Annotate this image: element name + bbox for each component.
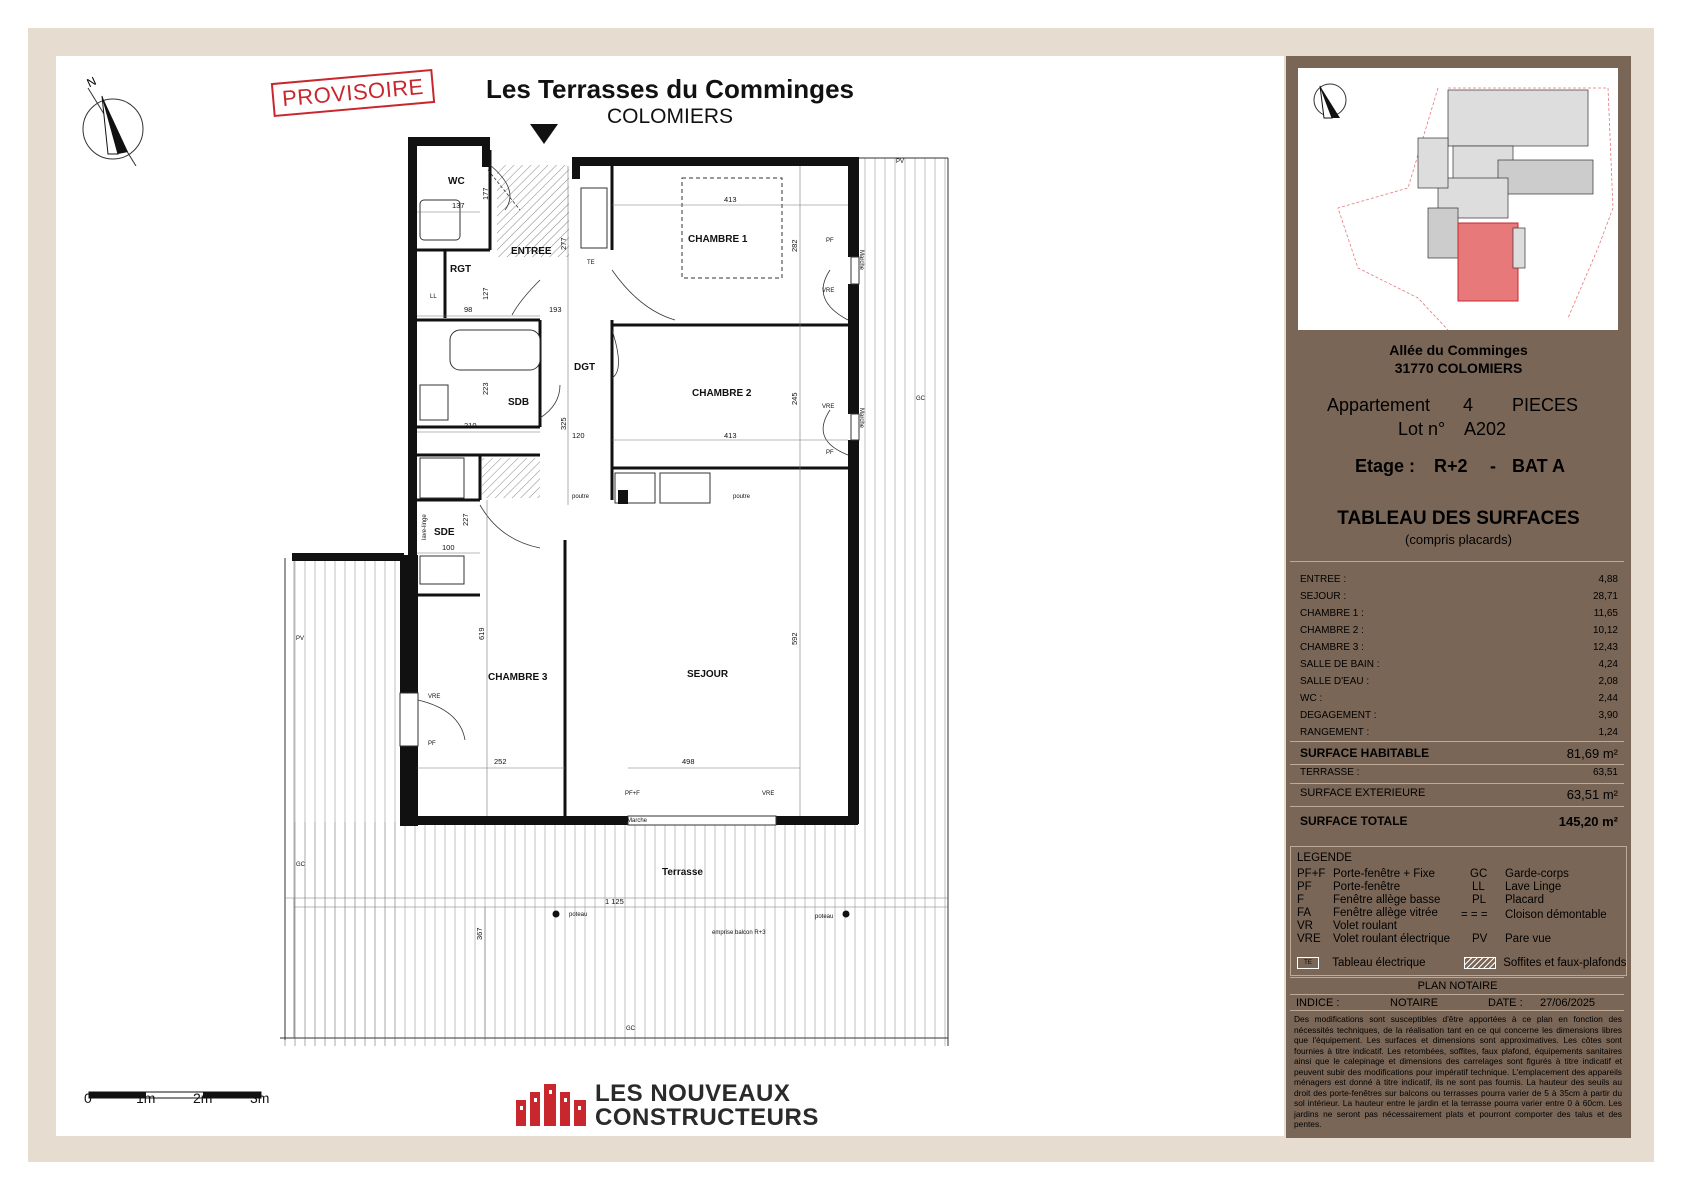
room-sde: SDE xyxy=(434,527,455,538)
te-icon: TE xyxy=(1297,957,1319,969)
terrace-east xyxy=(858,158,948,822)
logo-text: LES NOUVEAUX CONSTRUCTEURS xyxy=(595,1080,819,1131)
note-gc-south: GC xyxy=(626,1026,635,1032)
legend-code: PL xyxy=(1472,894,1487,906)
logo-icon xyxy=(514,1082,590,1128)
dim-177: 177 xyxy=(481,187,490,200)
note-pv-west: PV xyxy=(296,636,305,642)
scale-label-3m: 3m xyxy=(250,1090,270,1106)
legend-code: PF xyxy=(1297,881,1312,893)
etage-value: R+2 xyxy=(1434,456,1468,476)
address-line1: Allée du Comminges xyxy=(1389,342,1528,358)
note-vre-c1: VRE xyxy=(822,288,835,294)
room-chambre1: CHAMBRE 1 xyxy=(688,234,748,245)
dim-277: 277 xyxy=(559,237,568,250)
dim-227: 227 xyxy=(461,513,470,526)
terrasse-row: TERRASSE : 63,51 xyxy=(1300,767,1618,778)
legend-title: LEGENDE xyxy=(1297,852,1352,864)
dim-498: 498 xyxy=(682,757,695,766)
note-pf-c1: PF xyxy=(826,238,834,244)
note-marche-c1: Marche xyxy=(858,250,864,271)
surface-row: SEJOUR : 28,71 xyxy=(1300,591,1618,602)
lot-label: Lot n° xyxy=(1398,419,1446,439)
legend-text: Pare vue xyxy=(1505,933,1552,945)
note-vre-c3: VRE xyxy=(428,694,441,700)
note-marche-sejour: Marche xyxy=(627,818,648,824)
legend-code: VR xyxy=(1297,920,1313,932)
room-sejour: SEJOUR xyxy=(687,669,729,680)
room-rgt: RGT xyxy=(450,264,472,275)
dim-98: 98 xyxy=(464,305,473,314)
legend-code: PV xyxy=(1472,933,1488,945)
provisoire-stamp: PROVISOIRE xyxy=(271,69,435,117)
legend-code: LL xyxy=(1472,881,1485,893)
scale-label-2m: 2m xyxy=(193,1090,213,1106)
apartment-pieces: 4 xyxy=(1463,395,1474,415)
note-poteau-1: poteau xyxy=(569,912,588,918)
note-ll: LL xyxy=(430,294,437,300)
etage-sep: - xyxy=(1490,456,1496,476)
legend-text: Fenêtre allège vitrée xyxy=(1333,907,1438,919)
surface-habitable-row: SURFACE HABITABLE 81,69 m² xyxy=(1300,746,1618,761)
soffite-sdb xyxy=(482,458,540,498)
legend-te: TE Tableau électrique xyxy=(1297,957,1426,969)
terrace-south xyxy=(280,822,948,1046)
dim-592: 592 xyxy=(790,632,799,645)
note-te: TE xyxy=(587,260,595,266)
surface-exterieure-row: SURFACE EXTERIEURE 63,51 m² xyxy=(1300,787,1618,802)
legend-text: Porte-fenêtre + Fixe xyxy=(1333,868,1435,880)
project-city: COLOMIERS xyxy=(606,105,734,128)
apartment-label: Appartement xyxy=(1327,395,1431,415)
scale-label-1m: 1m xyxy=(136,1090,156,1106)
note-pf-c3: PF xyxy=(428,741,436,747)
dim-367: 367 xyxy=(475,927,484,940)
surface-row: ENTREE : 4,88 xyxy=(1300,574,1618,585)
surface-totale-row: SURFACE TOTALE 145,20 m² xyxy=(1300,814,1618,829)
legend-code: VRE xyxy=(1297,933,1321,945)
surface-row: SALLE D'EAU : 2,08 xyxy=(1300,676,1618,687)
address-line2: 31770 COLOMIERS xyxy=(1394,360,1523,376)
note-poutre-1: poutre xyxy=(572,494,590,500)
room-terrasse: Terrasse xyxy=(662,867,703,878)
dim-325: 325 xyxy=(559,417,568,430)
room-wc: WC xyxy=(448,176,465,187)
plan-notaire: PLAN NOTAIRE xyxy=(1417,980,1498,992)
etage-label: Etage : xyxy=(1355,456,1416,476)
dim-252: 252 xyxy=(494,757,507,766)
note-vre-sejour: VRE xyxy=(762,791,775,797)
legend-text: Lave Linge xyxy=(1505,881,1562,893)
etage-bat: BAT A xyxy=(1512,456,1565,476)
dim-282: 282 xyxy=(790,239,799,252)
surfaces-title: TABLEAU DES SURFACES xyxy=(1337,508,1580,529)
scale-label-0: 0 xyxy=(84,1090,92,1106)
legend-text: Fenêtre allège basse xyxy=(1333,894,1441,906)
dim-619: 619 xyxy=(477,627,486,640)
hatch-icon xyxy=(1464,957,1496,969)
site-plan-graphic xyxy=(1298,68,1618,330)
surface-row: SALLE DE BAIN : 4,24 xyxy=(1300,659,1618,670)
legend-code: GC xyxy=(1470,868,1488,880)
lot-value: A202 xyxy=(1464,419,1507,439)
note-emprise: emprise balcon R+3 xyxy=(712,930,766,936)
dim-127: 127 xyxy=(481,287,490,300)
project-title: Les Terrasses du Comminges xyxy=(486,74,854,104)
room-sdb: SDB xyxy=(508,397,530,408)
surface-row: RANGEMENT : 1,24 xyxy=(1300,727,1618,738)
dim-223: 223 xyxy=(481,382,490,395)
selected-lot xyxy=(1458,223,1518,301)
site-minimap xyxy=(1298,68,1618,330)
legend-code: PF+F xyxy=(1297,868,1326,880)
apartment-pieces-label: PIECES xyxy=(1512,395,1579,415)
note-pv-east: PV xyxy=(896,159,905,165)
legend-text: Cloison démontable xyxy=(1505,909,1607,921)
dim-413-top: 413 xyxy=(724,195,737,204)
legend-code: = = = xyxy=(1461,909,1488,921)
room-dgt: DGT xyxy=(574,362,596,373)
scale-bar xyxy=(88,1088,263,1100)
north-arrow-icon xyxy=(78,74,148,166)
note-vre-c2: VRE xyxy=(822,404,835,410)
legend-text: Volet roulant électrique xyxy=(1333,933,1450,945)
note-lave-linge: lave-linge xyxy=(422,514,428,540)
room-chambre3: CHAMBRE 3 xyxy=(488,672,548,683)
surface-row: CHAMBRE 1 : 11,65 xyxy=(1300,608,1618,619)
room-chambre2: CHAMBRE 2 xyxy=(692,388,752,399)
surface-row: CHAMBRE 2 : 10,12 xyxy=(1300,625,1618,636)
dim-210: 210 xyxy=(464,421,477,430)
dim-120: 120 xyxy=(572,431,585,440)
surfaces-subtitle: (compris placards) xyxy=(1405,532,1512,547)
note-gc-west: GC xyxy=(296,862,305,868)
north-label: N xyxy=(84,74,99,91)
legend-text: Placard xyxy=(1505,894,1544,906)
legend-code: F xyxy=(1297,894,1305,906)
note-marche-c2: Marche xyxy=(858,408,864,429)
surface-row: WC : 2,44 xyxy=(1300,693,1618,704)
surface-row: CHAMBRE 3 : 12,43 xyxy=(1300,642,1618,653)
note-poutre-2: poutre xyxy=(733,494,751,500)
legend-code: FA xyxy=(1297,907,1312,919)
room-entree: ENTREE xyxy=(511,246,552,257)
dim-193: 193 xyxy=(549,305,562,314)
note-poteau-2: poteau xyxy=(815,914,834,920)
legend-text: Volet roulant xyxy=(1333,920,1397,932)
dim-1125: 1 125 xyxy=(605,897,624,906)
legend-text: Porte-fenêtre xyxy=(1333,881,1401,893)
note-pff: PF+F xyxy=(625,791,640,797)
dim-100: 100 xyxy=(442,543,455,552)
legend-soffites: Soffites et faux-plafonds xyxy=(1464,957,1626,969)
disclaimer-text: Des modifications sont susceptibles d'être apportées à ce plan en fonction des nécessités techniques, de la réalisation tant en ce qui concerne les dimensions libres que l'équipement. Les surfaces et dimensions sont approximatives. Les côtes sont fournies à titre indicatif. Les retombées, soffites, faux plafond, équipements sanitaires ainsi que le calepinage et dimensions des carrelages sont figurés à titre indicatif et peuvent subir des modifications pour impératif technique. L'emplacement des appareils ménagers est donné à titre indicatif, ils ne sont pas fournis. La hauteur des seuils au droit des porte-fenêtres sur balcons ou terrasses pourra varier de 5 à 35cm à partir du sol intérieur. La hauteur entre le jardin et la terrasse pourra varier entre 0 à 60cm. Les jardins ne seront pas nécessairement plats et pourront comporter des talus et des pentes. xyxy=(1294,1014,1622,1129)
note-gc-east: GC xyxy=(916,396,925,402)
dim-245: 245 xyxy=(790,392,799,405)
surface-row: DEGAGEMENT : 3,90 xyxy=(1300,710,1618,721)
dim-413-mid: 413 xyxy=(724,431,737,440)
legend-text: Garde-corps xyxy=(1505,868,1569,880)
dim-137: 137 xyxy=(452,201,465,210)
note-pf-c2: PF xyxy=(826,450,834,456)
floor-plan xyxy=(270,130,950,1050)
